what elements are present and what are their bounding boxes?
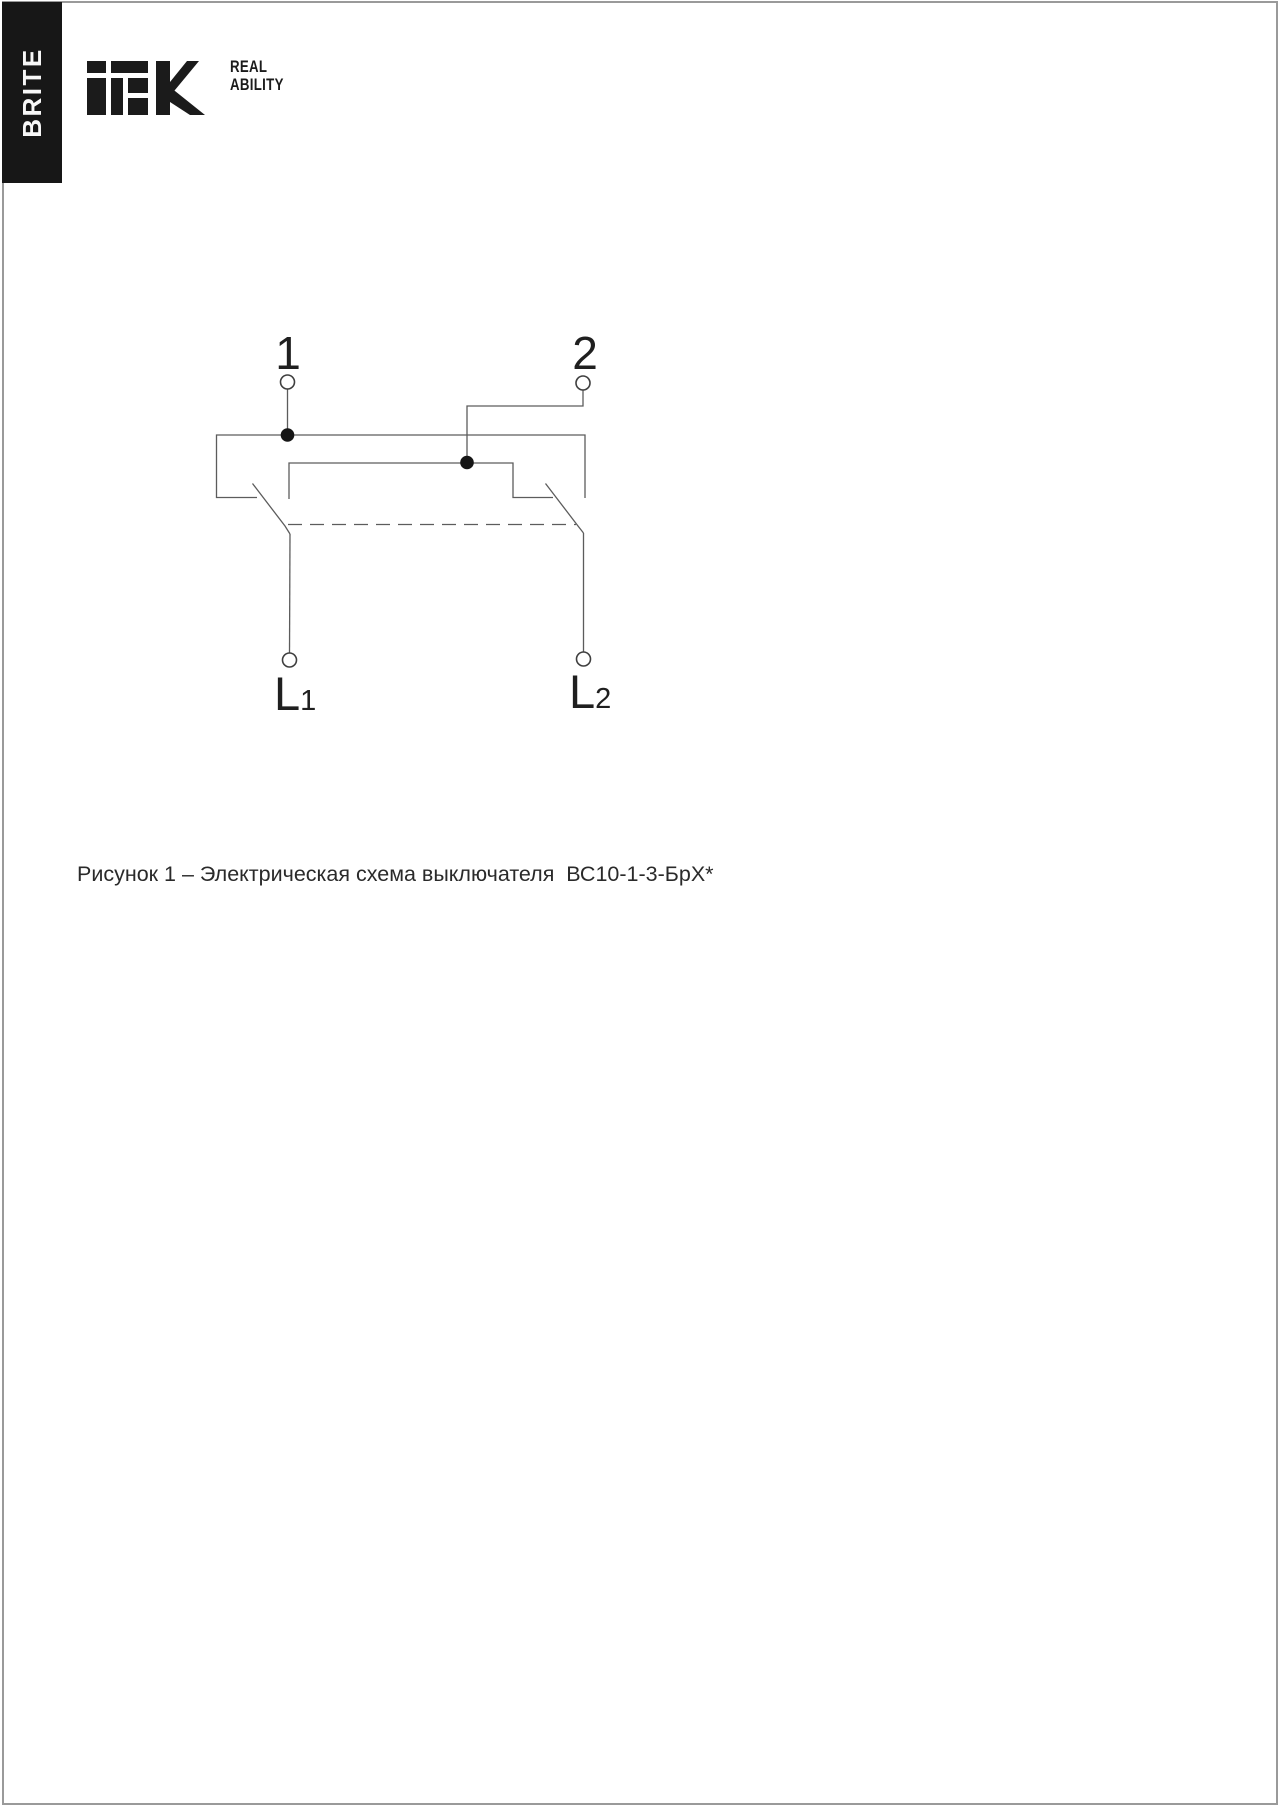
brite-side-banner	[2, 2, 62, 183]
figure-caption: Рисунок 1 – Электрическая схема выключателя ВС10-1-3-БрХ*	[77, 862, 714, 886]
left-load-wire	[290, 534, 291, 653]
load-2-circle	[577, 652, 591, 666]
brite-banner-label: BRITE	[16, 47, 47, 138]
load-1-circle	[283, 653, 297, 667]
inner-bus	[289, 463, 553, 499]
logo-tagline-real: REAL	[230, 57, 268, 76]
load-terminal-2-label: L2	[569, 665, 612, 718]
terminal-2-label: 2	[572, 327, 598, 379]
junction-dot-1	[281, 428, 295, 442]
outer-bus	[217, 435, 586, 498]
terminal-2-lead	[467, 390, 583, 459]
terminal-1-label: 1	[275, 327, 301, 379]
left-switch-lever	[253, 484, 291, 535]
load-terminal-1-label: L1	[274, 667, 317, 720]
right-switch-lever	[546, 484, 584, 534]
logo-tagline-ability: ABILITY	[230, 74, 284, 94]
junction-dot-2	[460, 456, 474, 470]
